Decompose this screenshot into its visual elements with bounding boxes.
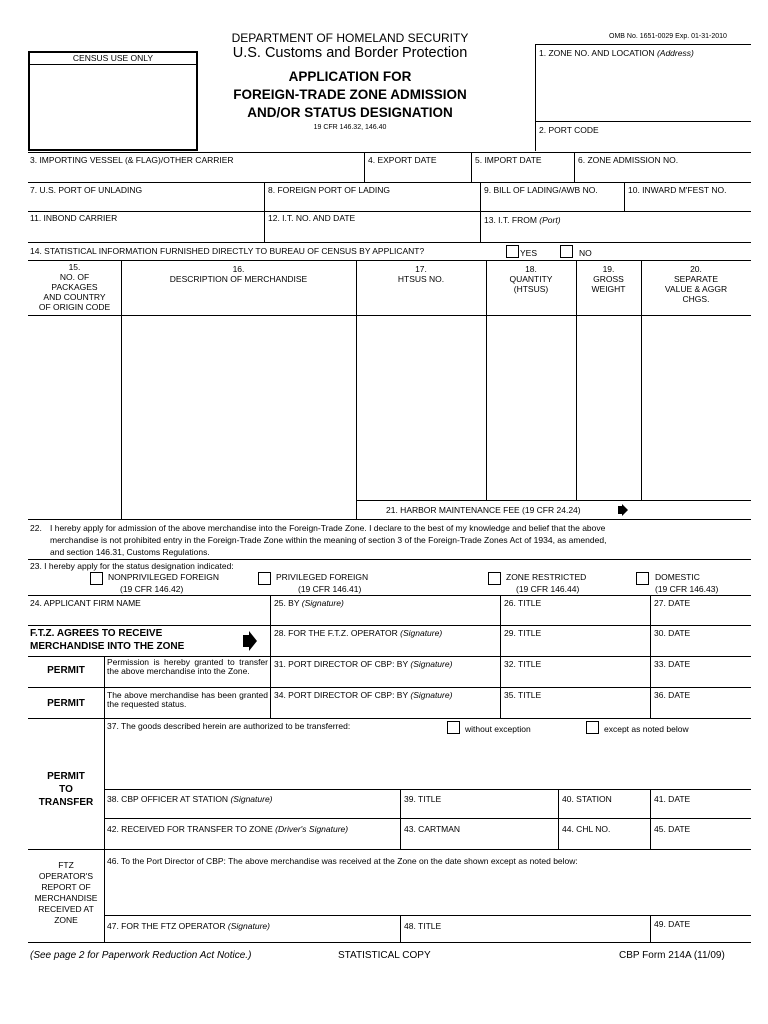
field-43-cartman[interactable]: 43. CARTMAN [404,824,461,834]
permit-2-text: The above merchandise has been granted the requested status. [107,690,268,709]
arrow-right-icon [243,631,257,651]
field-31-port-director[interactable]: 31. PORT DIRECTOR OF CBP: BY (Signature) [274,659,453,669]
field-10-inward-mfest[interactable]: 10. INWARD M'FEST NO. [628,185,727,195]
col-15-header: 15. NO. OF PACKAGES AND COUNTRY OF ORIGIN CODE [38,262,111,312]
col-20-header: 20. SEPARATE VALUE & AGGR CHGS. [664,264,728,304]
agency-name: U.S. Customs and Border Protection [232,45,468,61]
checkbox-no[interactable] [560,245,573,258]
checkbox-privileged-foreign[interactable] [258,572,271,585]
field-12-it-no-date[interactable]: 12. I.T. NO. AND DATE [268,213,356,223]
permit-label-1: PERMIT [47,665,85,676]
census-box [28,51,198,151]
field-47-ftz-operator[interactable]: 47. FOR THE FTZ OPERATOR (Signature) [107,921,270,931]
ftz-agrees-line2: MERCHANDISE INTO THE ZONE [30,641,185,652]
permit-1-text: Permission is hereby granted to transfer the above merchandise into the Zone. [107,657,268,676]
checkbox-domestic[interactable] [636,572,649,585]
field-28-ftz-operator[interactable]: 28. FOR THE F.T.Z. OPERATOR (Signature) [274,628,443,638]
field-37-authorized: 37. The goods described herein are authorized to be transferred: [107,721,351,731]
census-label: CENSUS USE ONLY [72,53,154,63]
field-39-title[interactable]: 39. TITLE [404,794,442,804]
ftz-agrees-line1: F.T.Z. AGREES TO RECEIVE [30,628,163,639]
field-27-date[interactable]: 27. DATE [654,598,691,608]
label-domestic: DOMESTIC [655,572,700,582]
field-1-zone-location[interactable]: 1. ZONE NO. AND LOCATION (Address) [539,48,694,58]
form-title-line2: FOREIGN-TRADE ZONE ADMISSION [233,87,467,102]
form-number: CBP Form 214A (11/09) [619,950,725,961]
declaration-line1: I hereby apply for admission of the above merchandise into the Foreign-Trade Zone. I declare to the best of my knowledge and belief that the above [50,523,606,533]
field-2-port-code[interactable]: 2. PORT CODE [539,125,599,135]
cfr-nonprivileged: (19 CFR 146.42) [120,584,184,594]
field-38-cbp-officer[interactable]: 38. CBP OFFICER AT STATION (Signature) [107,794,273,804]
field-36-date[interactable]: 36. DATE [654,690,691,700]
form-cfr: 19 CFR 146.32, 146.40 [313,124,387,131]
field-24-applicant-firm[interactable]: 24. APPLICANT FIRM NAME [30,598,141,608]
field-6-zone-admission-no[interactable]: 6. ZONE ADMISSION NO. [578,155,679,165]
field-40-station[interactable]: 40. STATION [562,794,612,804]
field-33-date[interactable]: 33. DATE [654,659,691,669]
permit-to-transfer-label: PERMIT TO TRANSFER [38,771,94,808]
arrow-right-icon [618,504,628,516]
merchandise-entry-area[interactable] [122,316,356,500]
checkbox-without-exception[interactable] [447,721,460,734]
field-41-date[interactable]: 41. DATE [654,794,691,804]
field-34-port-director[interactable]: 34. PORT DIRECTOR OF CBP: BY (Signature) [274,690,453,700]
copy-type: STATISTICAL COPY [338,950,431,961]
label-zone-restricted: ZONE RESTRICTED [506,572,587,582]
field-8-foreign-port-lading[interactable]: 8. FOREIGN PORT OF LADING [268,185,391,195]
field-9-bill-of-lading[interactable]: 9. BILL OF LADING/AWB NO. [484,185,598,195]
cfr-privileged: (19 CFR 146.41) [298,584,362,594]
declaration-line2: merchandise is not prohibited entry in the Foreign-Trade Zone within the meaning of section 3 of the Foreign-Trade Zones Act of 1934, as amended, [50,535,607,545]
omb-number: OMB No. 1651-0029 Exp. 01-31-2010 [609,33,727,40]
field-13-it-from[interactable]: 13. I.T. FROM (Port) [484,215,561,225]
field-7-port-of-unlading[interactable]: 7. U.S. PORT OF UNLADING [30,185,143,195]
col-17-header: 17. HTSUS NO. [397,264,445,284]
field-32-title[interactable]: 32. TITLE [504,659,542,669]
label-without-exception: without exception [465,724,531,734]
form-title-line1: APPLICATION FOR [288,69,412,84]
checkbox-except-noted[interactable] [586,721,599,734]
field-30-date[interactable]: 30. DATE [654,628,691,638]
field-22-num: 22. [30,523,42,533]
label-privileged-foreign: PRIVILEGED FOREIGN [276,572,369,582]
col-18-header: 18. QUANTITY (HTSUS) [509,264,553,294]
field-42-received-transfer[interactable]: 42. RECEIVED FOR TRANSFER TO ZONE (Driver's Signature) [107,824,349,834]
field-49-date[interactable]: 49. DATE [654,919,691,929]
ftz-report-label: FTZ OPERATOR'S REPORT OF MERCHANDISE RECEIVED AT ZONE [34,860,98,925]
cfr-domestic: (19 CFR 146.43) [655,584,719,594]
field-4-export-date[interactable]: 4. EXPORT DATE [368,155,437,165]
field-44-chl-no[interactable]: 44. CHL NO. [562,824,611,834]
declaration-line3: and section 146.31, Customs Regulations. [50,547,210,557]
field-46-report: 46. To the Port Director of CBP: The above merchandise was received at the Zone on the date shown except as noted below: [107,856,578,866]
field-21-harbor-fee: 21. HARBOR MAINTENANCE FEE (19 CFR 24.24) [386,505,581,515]
dept-name: DEPARTMENT OF HOMELAND SECURITY [231,31,469,45]
checkbox-zone-restricted[interactable] [488,572,501,585]
label-yes: YES [520,248,538,258]
permit-label-2: PERMIT [47,698,85,709]
field-26-title[interactable]: 26. TITLE [504,598,542,608]
label-no: NO [579,248,592,258]
label-except-noted: except as noted below [604,724,689,734]
field-5-import-date[interactable]: 5. IMPORT DATE [475,155,542,165]
field-29-title[interactable]: 29. TITLE [504,628,542,638]
field-14-statistical-info: 14. STATISTICAL INFORMATION FURNISHED DIRECTLY TO BUREAU OF CENSUS BY APPLICANT? [30,246,425,256]
paperwork-notice: (See page 2 for Paperwork Reduction Act Notice.) [30,950,252,961]
field-23-status: 23. I hereby apply for the status designation indicated: [30,561,234,571]
field-48-title[interactable]: 48. TITLE [404,921,442,931]
form-title-line3: AND/OR STATUS DESIGNATION [247,105,453,120]
field-35-title[interactable]: 35. TITLE [504,690,542,700]
field-3-importing-vessel[interactable]: 3. IMPORTING VESSEL (& FLAG)/OTHER CARRIER [30,155,234,165]
checkbox-yes[interactable] [506,245,519,258]
field-45-date[interactable]: 45. DATE [654,824,691,834]
field-11-inbond-carrier[interactable]: 11. INBOND CARRIER [30,213,118,223]
cfr-zone-restricted: (19 CFR 146.44) [516,584,580,594]
col-16-header: 16. DESCRIPTION OF MERCHANDISE [169,264,308,284]
checkbox-nonprivileged-foreign[interactable] [90,572,103,585]
field-25-by-signature[interactable]: 25. BY (Signature) [274,598,344,608]
col-19-header: 19. GROSS WEIGHT [591,264,626,294]
label-nonprivileged-foreign: NONPRIVILEGED FOREIGN [108,572,219,582]
